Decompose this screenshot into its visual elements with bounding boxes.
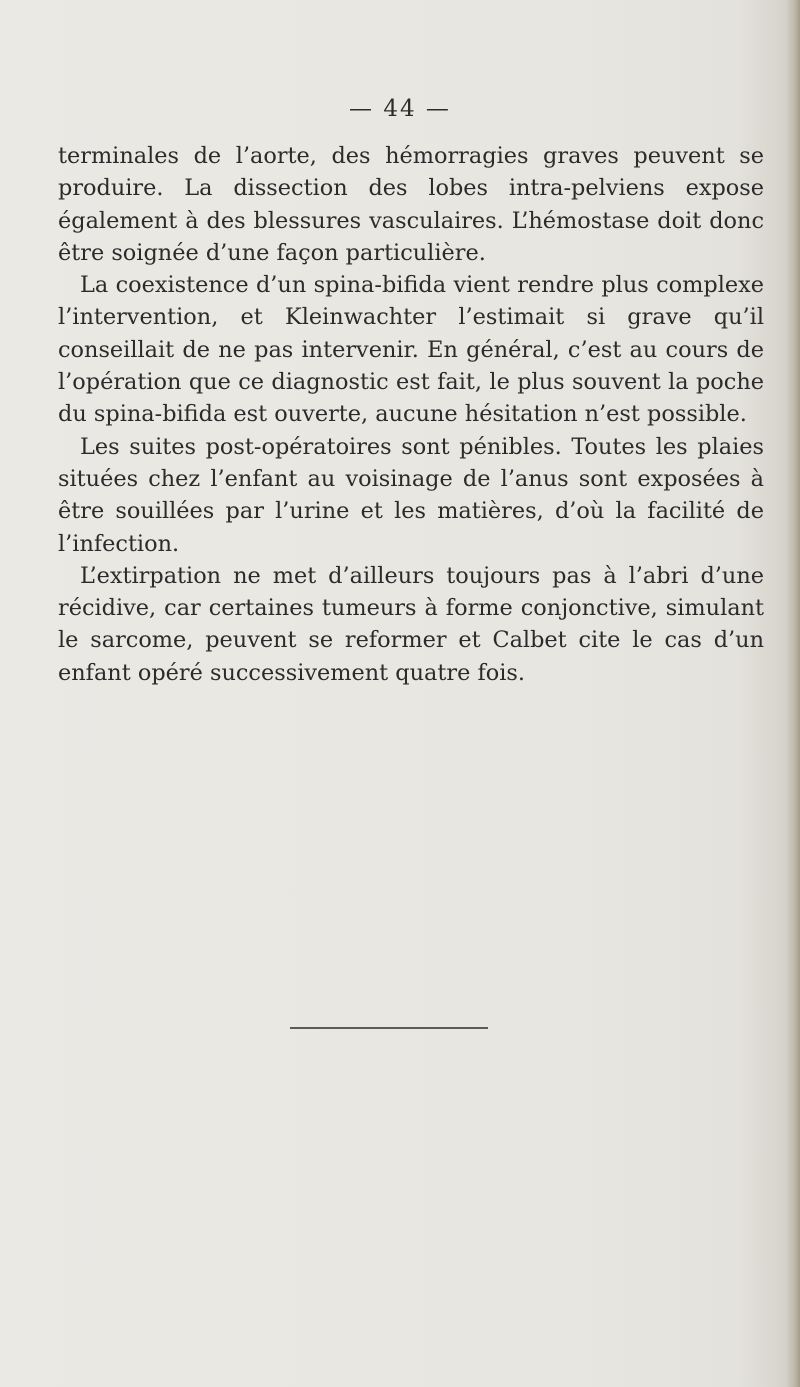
page-number: — 44 — [349,96,451,122]
body-text [58,140,764,689]
paragraph-spina-bifida: La coexistence d’un spina-bifida vient rendre plus complexe l’intervention, et Kleinwachter l’estimait si grave qu’il conseillait de ne pas intervenir. En général, c’est au cours de l’opération que ce diagnostic est fait, le plus souvent la poche du spina-bifida est ouverte, aucune hésitation n’est possible. [58,272,764,428]
page-edge-shadow [786,0,800,1387]
paragraph-recurrence: L’extirpation ne met d’ailleurs toujours pas à l’abri d’une récidive, car certaines tumeurs à forme conjonctive, simulant le sarcome, peuvent se reformer et Calbet cite le cas d’un enfant opéré successivement quatre fois. [58,562,764,686]
section-divider-rule [290,1027,488,1029]
paragraph-hemorrhage: terminales de l’aorte, des hémorragies graves peuvent se produire. La dissection des lobes intra-pelviens expose également à des blessures vasculaires. L’hémostase doit donc être soignée d’une façon particulière. [58,143,764,266]
paragraph-post-operative: Les suites post-opératoires sont pénibles. Toutes les plaies situées chez l’enfant au voisinage de l’anus sont exposées à être souillées par l’urine et les matières, d’où la facilité de l’infection. [58,433,764,557]
